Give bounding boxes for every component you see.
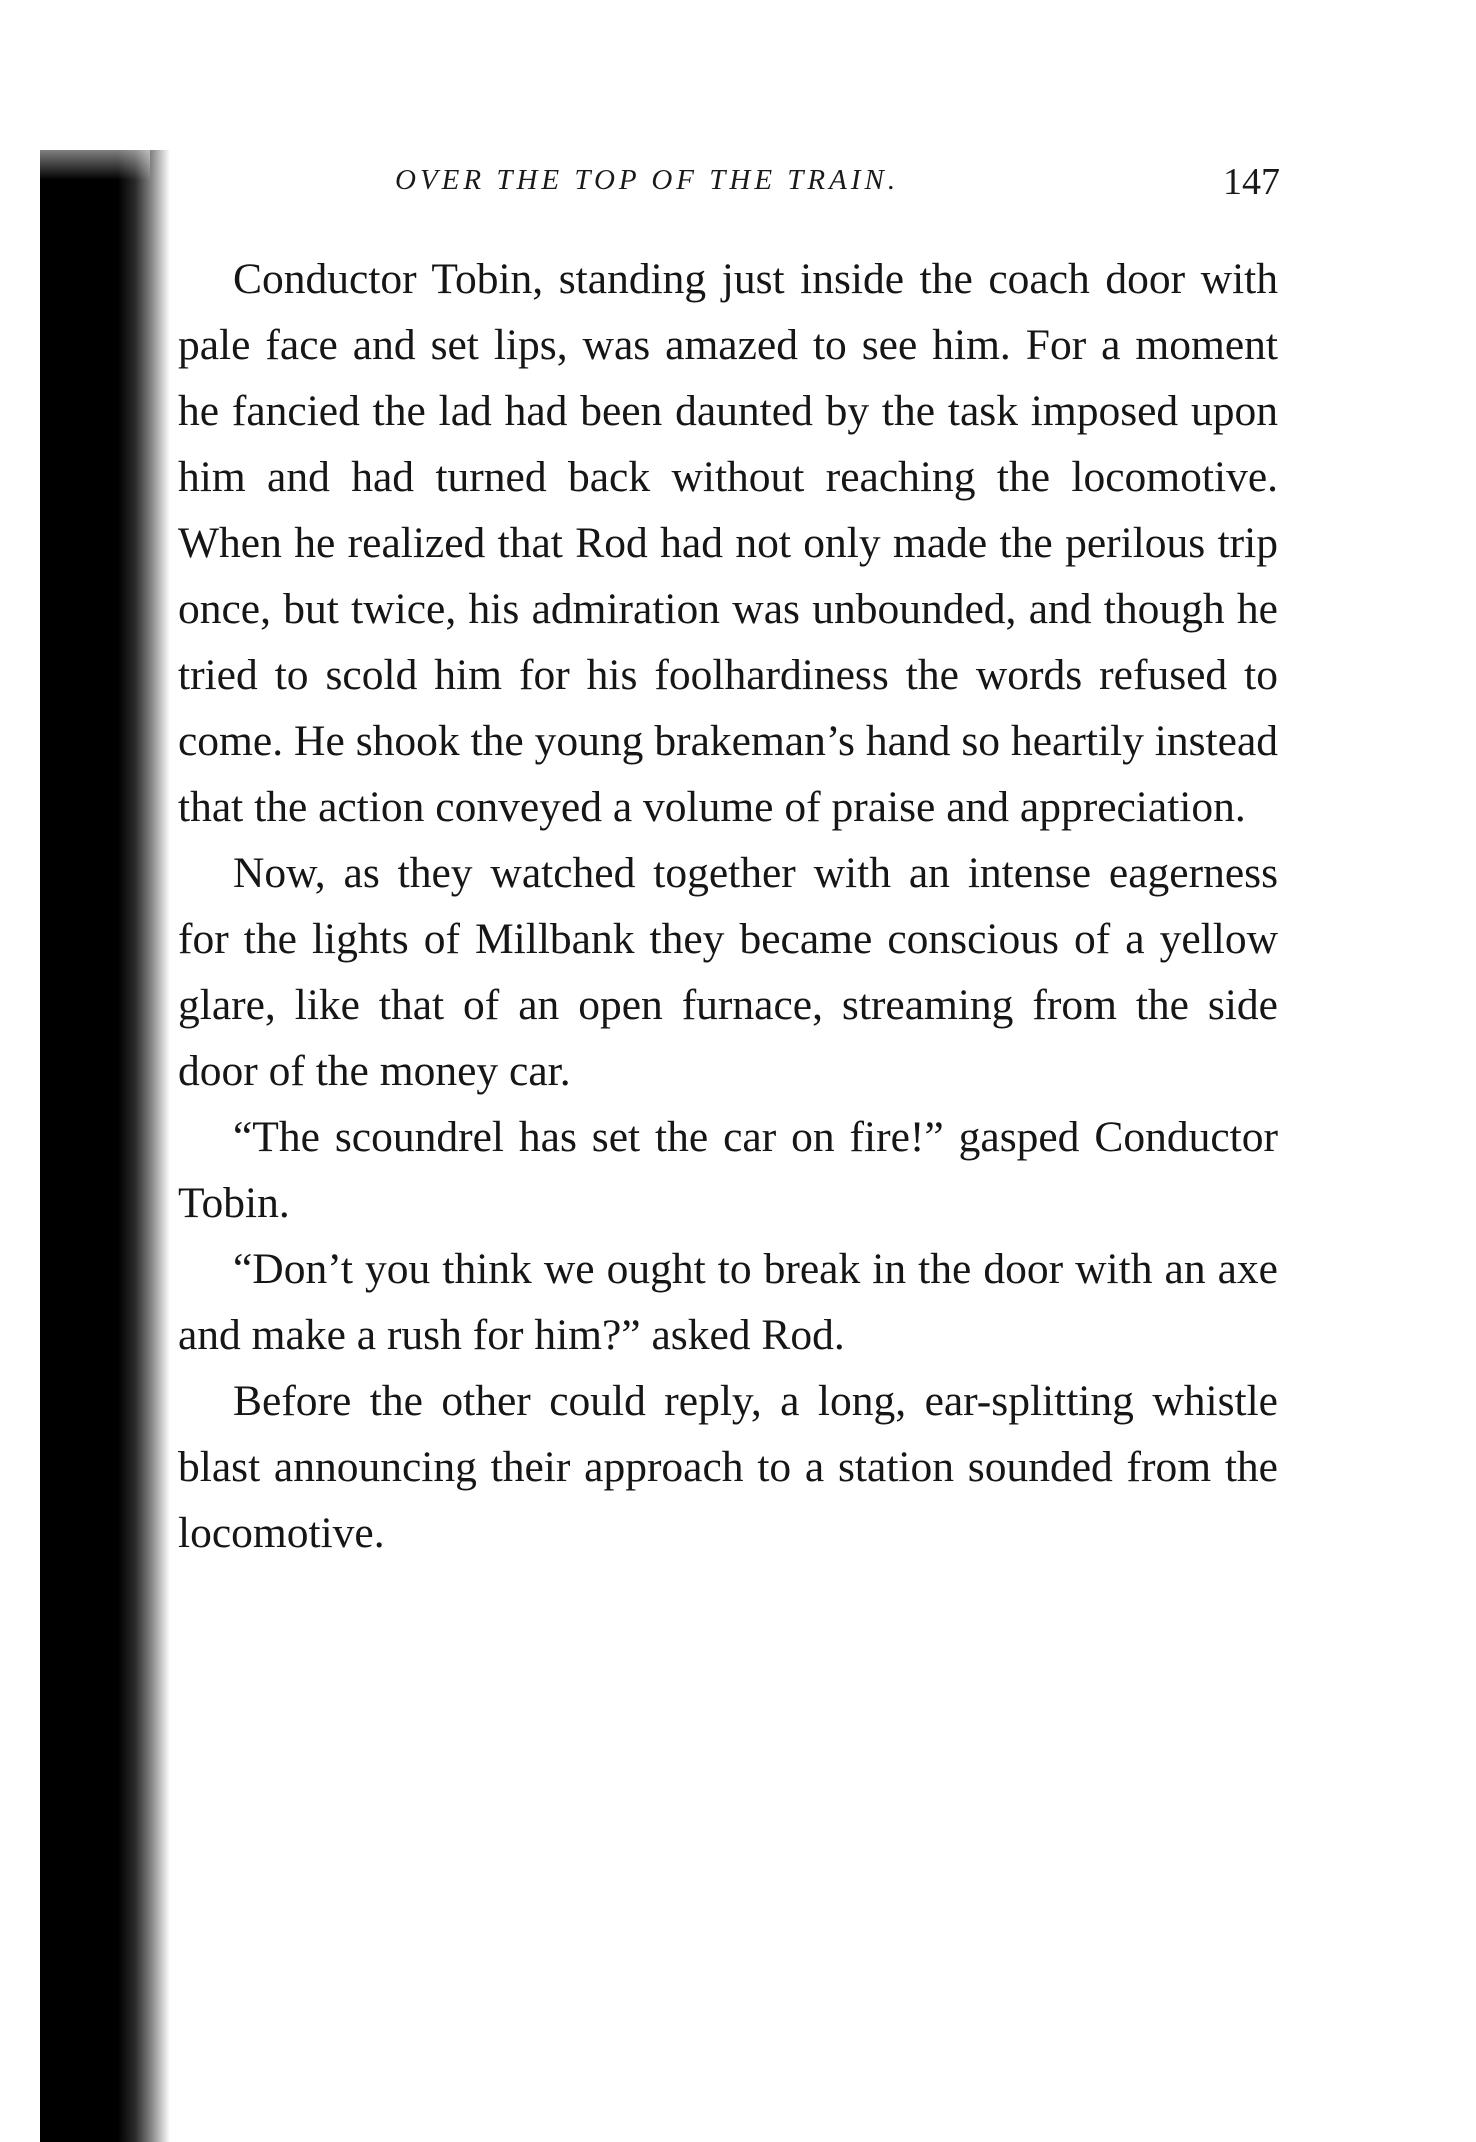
paragraph: Now, as they watched together with an intense eagerness for the lights of Millbank they became conscious of a yellow glare, like that of an open furnace, streaming from the side door of the money car. xyxy=(178,849,1278,1095)
running-head: OVER THE TOP OF THE TRAIN. xyxy=(395,164,900,196)
paragraph: “Don’t you think we ought to break in the door with an axe and make a rush for him?” asked Rod. xyxy=(178,1245,1278,1359)
binding-shadow xyxy=(40,150,170,2142)
page-number: 147 xyxy=(1223,161,1280,203)
paragraph: Before the other could reply, a long, ear-splitting whistle blast announcing their approach to a station sounded from the locomotive. xyxy=(178,1377,1278,1557)
paragraph: Conductor Tobin, standing just inside the coach door with pale face and set lips, was amazed to see him. For a moment he fancied the lad had been daunted by the task imposed upon him and had turned back without reaching the locomotive. When he realized that Rod had not only made the perilous trip once, but twice, his admiration was unbounded, and though he tried to scold him for his foolhardiness the words refused to come. He shook the young brakeman’s hand so heartily instead that the action conveyed a volume of praise and appreciation. xyxy=(178,255,1278,831)
page-header xyxy=(395,160,1280,210)
binding-shadow-fade xyxy=(40,120,150,180)
body-text xyxy=(178,246,1278,1566)
paragraph: “The scoundrel has set the car on fire!” gasped Conductor Tobin. xyxy=(178,1113,1278,1227)
